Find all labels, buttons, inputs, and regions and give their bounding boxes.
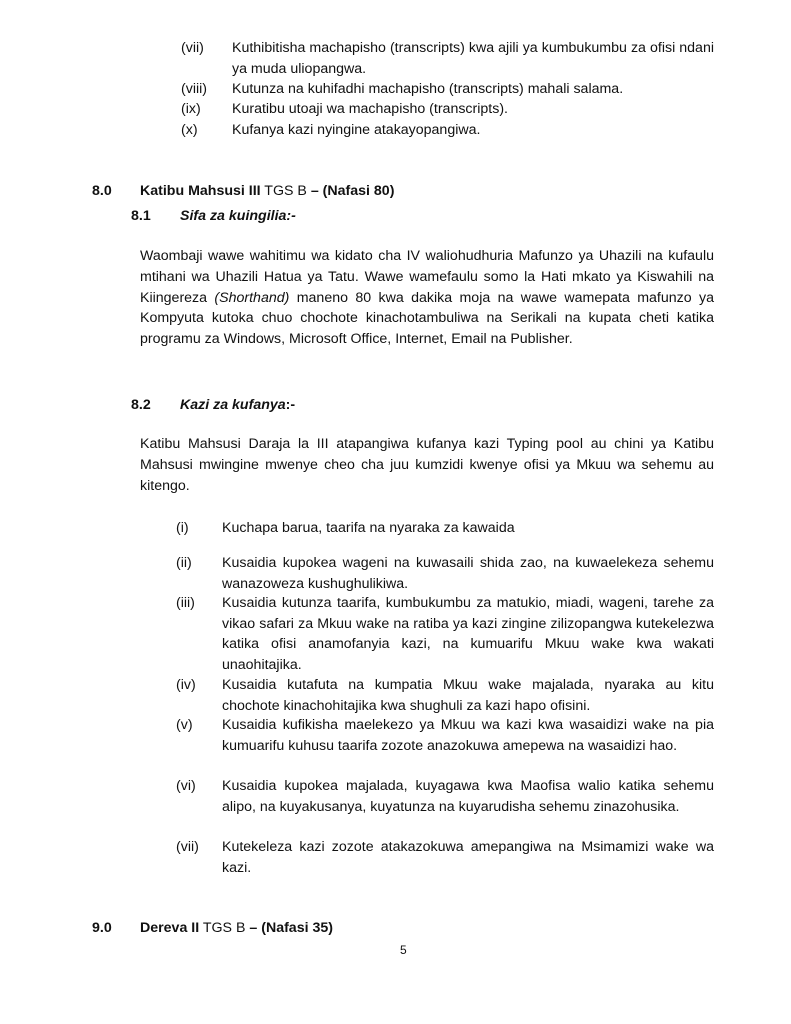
page-number: 5 [400,943,407,957]
section-title: Dereva II [140,920,200,936]
list-item: Kuchapa barua, taarifa na nyaraka za kawaida [222,520,515,536]
list-number: (ii) [176,555,192,571]
list-number: (viii) [181,81,207,97]
list-number: (vii) [181,40,204,56]
list-number: (v) [176,717,193,733]
section-title: Katibu Mahsusi III [140,183,261,199]
list-item: Kusaidia kupokea majalada, kuyagawa kwa Maofisa walio katika sehemu alipo, na kuyakusanya, kuyatunza na kuyarudisha sehemu zinazohusika. [222,778,714,815]
section-positions: (Nafasi 35) [261,920,333,936]
paragraph-text: Waombaji wawe wahitimu wa kidato cha IV waliohudhuria Mafunzo ya Uhazili na kufaulu mtihani wa Uhazili Hatua ya Tatu. Wawe wamefaulu somo la Hati mkato ya Kiswahili na Kiingereza [140,248,714,306]
list-number: (iv) [176,677,196,693]
section-number: 8.0 [92,183,112,199]
list-item: Kuthibitisha machapisho (transcripts) kwa ajili ya kumbukumbu za ofisi ndani ya muda uliopangwa. [232,40,714,77]
qualifications-paragraph [140,246,714,350]
section-grade: TGS B [202,920,246,936]
list-number: (iii) [176,595,195,611]
list-item: Kutekeleza kazi zozote atakazokuwa amepangiwa na Msimamizi wake wa kazi. [222,839,714,876]
subsection-title-text: Kazi za kufanya [180,397,286,413]
list-item: Kusaidia kufikisha maelekezo ya Mkuu wa kazi kwa wasaidizi wake na pia kumuarifu kuhusu taarifa zozote anazokuwa amepewa na wasaidizi hao. [222,717,714,754]
list-number: (vii) [176,839,199,855]
section-number: 9.0 [92,920,112,936]
section-dash: – [310,183,319,199]
section-grade: TGS B [264,183,307,199]
paragraph-text: maneno 80 kwa dakika moja na wawe wamepata mafunzo ya Kompyuta kutoka chuo chochote kinachotambuliwa na Serikali na kupata cheti katika programu za Windows, Microsoft Office, Internet, Email na Publisher. [140,289,714,348]
list-item: Kutunza na kuhifadhi machapisho (transcripts) mahali salama. [232,81,624,97]
section-heading [140,183,394,199]
section-heading [140,920,333,936]
subsection-number: 8.2 [131,397,151,413]
list-number: (x) [181,122,198,138]
section-dash: – [249,920,258,936]
list-number: (ix) [181,101,201,117]
duties-intro-paragraph: Katibu Mahsusi Daraja la III atapangiwa kufanya kazi Typing pool au chini ya Katibu Mahsusi mwingine mwenye cheo cha juu kumzidi kwenye ofisi ya Mkuu wa sehemu au kitengo. [140,436,714,494]
subsection-title: Sifa za kuingilia:- [180,208,296,224]
subsection-title [180,397,295,413]
list-item: Kusaidia kutunza taarifa, kumbukumbu za matukio, miadi, wageni, tarehe za vikao safari za Mkuu wake na ratiba ya kazi zingine zilizopangwa kutekelezwa katika ofisi anamofanyia kazi, na kumuarifu Mkuu wake kwa wakati unaohitajika. [222,595,714,673]
subsection-title-suffix: :- [285,397,296,413]
list-item: Kusaidia kupokea wageni na kuwasaili shida zao, na kuwaelekeza sehemu wanazoweza kushughulikiwa. [222,555,714,592]
list-item: Kusaidia kutafuta na kumpatia Mkuu wake majalada, nyaraka au kitu chochote kinachohitajika kwa shughuli za kazi hapo ofisini. [222,677,714,714]
list-item: Kufanya kazi nyingine atakayopangiwa. [232,122,481,138]
list-item: Kuratibu utoaji wa machapisho (transcripts). [232,101,508,117]
list-number: (vi) [176,778,196,794]
paragraph-italic: (Shorthand) [214,289,290,306]
section-positions: (Nafasi 80) [322,183,395,199]
subsection-number: 8.1 [131,208,151,224]
list-number: (i) [176,520,189,536]
